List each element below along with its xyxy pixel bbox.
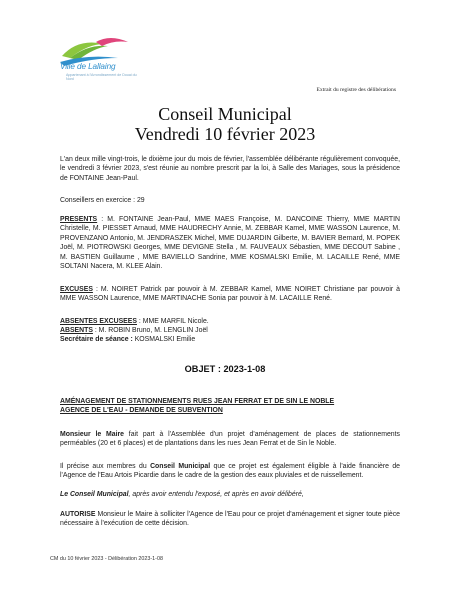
subject-heading (60, 397, 400, 416)
logo-tagline: Appartenant à l'Arrondissement de Douai du Nord (66, 73, 137, 82)
subject-line-2: AGENCE DE L'EAU - DEMANDE DE SUBVENTION (60, 407, 223, 415)
page-title: Conseil Municipal (158, 104, 292, 124)
extract-label: Extrait du registre des délibérations (316, 87, 396, 93)
excuses-paragraph (60, 285, 400, 304)
body-p2-text1: Il précise aux membres du (60, 463, 151, 470)
body-p2-text2: que ce projet est également éligible à l'aide financière de l'Agence de l'Eau Artois Picardie dans le cadre de la gestion des eaux pluviales et de ruissellement. (60, 463, 400, 480)
body-paragraph-1 (60, 430, 400, 449)
objet-heading: OBJET : 2023-1-08 (184, 364, 266, 374)
page-footer: CM du 10 février 2023 - Délibération 2023-1-08 (50, 556, 163, 562)
subject-line-1: AMÉNAGEMENT DE STATIONNEMENTS RUES JEAN FERRAT ET DE SIN LE NOBLE (60, 398, 335, 405)
secretaire-line (60, 335, 400, 344)
logo-swoosh-icon (58, 32, 138, 66)
absents-line (60, 326, 400, 335)
absentes-excusees-line (60, 317, 400, 326)
absentes-excusees-text: : MME MARFIL Nicole. (136, 318, 209, 325)
excuses-text: : M. NOIRET Patrick par pouvoir à M. ZEBBAR Kamel, MME NOIRET Christiane par pouvoir à MME WASSON Laurence, MME MARTINACHE Sonia par pouvoir à M. LACAILLE René. (60, 286, 400, 303)
body-p2-bold: Conseil Municipal (150, 463, 211, 470)
presents-paragraph (60, 215, 400, 271)
excuses-label: EXCUSES (60, 286, 93, 293)
body-paragraph-2 (60, 462, 400, 481)
secretaire-label: Secrétaire de séance : (60, 336, 133, 343)
meeting-date: Vendredi 10 février 2023 (134, 124, 316, 144)
intro-paragraph: L'an deux mille vingt-trois, le dixième jour du mois de février, l'assemblée délibérante régulièrement convoquée, le vendredi 3 février 2023, s'est réunie au nombre prescrit par la loi, à Salle des Mariages, sous la présidence de FONTAINE Jean-Paul. (60, 156, 400, 182)
absentes-excusees-label: ABSENTES EXCUSEES (60, 318, 137, 325)
city-logo (58, 32, 138, 94)
conseillers-count: Conseillers en exercice : 29 (60, 197, 145, 204)
absents-label: ABSENTS (60, 327, 93, 334)
absents-text: : M. ROBIN Bruno, M. LENGLIN Joël (92, 327, 208, 334)
secretaire-text: KOSMALSKI Emilie (132, 336, 196, 343)
presents-text: : M. FONTAINE Jean-Paul, MME MAES Françoise, M. DANCOINE Thierry, MME MARTIN Christelle, M. PIESSET Arnaud, MME HAUDRECHY Annie, M. ZEBBAR Kamel, MME WASSON Laurence, M. PROVENZANO Antonio, M. JENDRASZEK Michel, MME DUJARDIN Gilberte, M. BAVIER Bernard, M. POPEK Joël, M. PIOTROWSKI Georges, MME DEVIGNE Stella , M. FAUVEAUX Sébastien, MME DECOUT Sabine , M. BASTIEN Guillaume , MME BAVIELLO Sandrine, MME KOSMALSKI Emilie, M. LACAILLE René, MME SOLTANI Nacera, M. KLEE Alain. (60, 216, 400, 271)
body-p1-text: fait part à l'Assemblée d'un projet d'aménagement de places de stationnements perméables (20 et 6 places) et de plantations dans les rues Jean Ferrat et de Sin le Noble. (60, 431, 400, 448)
logo-name: Ville de Lallaing (60, 62, 116, 71)
body-paragraph-4 (60, 510, 400, 529)
body-p3-text: , après avoir entendu l'exposé, et après en avoir délibéré, (128, 491, 304, 498)
body-p4-text: Monsieur le Maire à solliciter l'Agence de l'Eau pour ce projet d'aménagement et signer toute pièce nécessaire à l'exécution de cette décision. (60, 511, 400, 528)
body-paragraph-3 (60, 490, 400, 499)
body-p4-bold: AUTORISE (60, 511, 96, 518)
presents-label: PRESENTS (60, 216, 98, 223)
body-p1-bold: Monsieur le Maire (60, 431, 124, 438)
body-p3-bold: Le Conseil Municipal (60, 491, 129, 498)
